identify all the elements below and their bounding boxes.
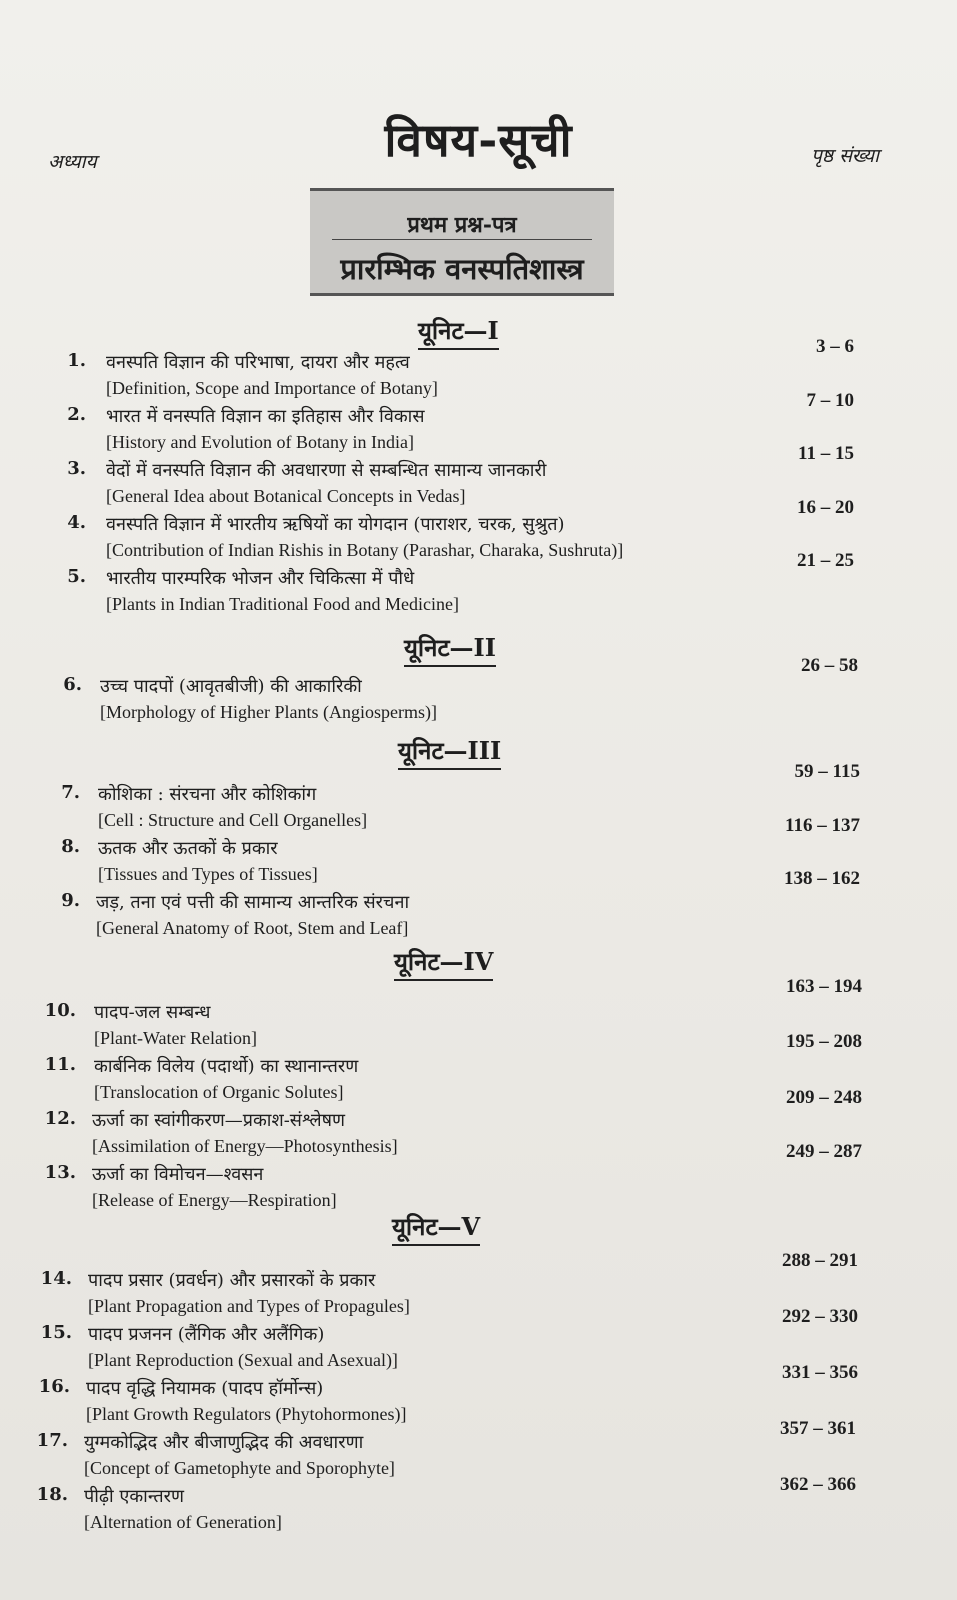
box-divider <box>332 239 592 240</box>
entry-title-english: [Translocation of Organic Solutes] <box>94 1082 344 1102</box>
entry-number: 2. <box>67 404 86 425</box>
entry-pages: 288 – 291 <box>782 1250 858 1271</box>
paper-number: प्रथम प्रश्न-पत्र <box>407 212 517 238</box>
entry-title-hindi: वनस्पति विज्ञान की परिभाषा, दायरा और महत्व <box>106 352 410 373</box>
entry-title-english: [Plants in Indian Traditional Food and Medicine] <box>106 594 459 614</box>
entry-title-hindi: कार्बनिक विलेय (पदार्थो) का स्थानान्तरण <box>94 1056 359 1077</box>
entry-title-english: [History and Evolution of Botany in India] <box>106 432 414 452</box>
entry-title-english: [Plant Propagation and Types of Propagules] <box>88 1296 410 1316</box>
entry-pages: 11 – 15 <box>798 443 854 464</box>
entry-title-english: [General Anatomy of Root, Stem and Leaf] <box>96 918 409 938</box>
entry-title-english: [Cell : Structure and Cell Organelles] <box>98 810 368 830</box>
unit-heading-5: यूनिट—V <box>392 1210 480 1246</box>
paper-title-box <box>310 188 614 296</box>
entry-title-hindi: पीढ़ी एकान्तरण <box>84 1486 185 1507</box>
entry-number: 11. <box>44 1054 76 1075</box>
entry-pages: 357 – 361 <box>780 1418 856 1439</box>
entry-number: 5. <box>67 566 86 587</box>
entry-pages: 362 – 366 <box>780 1474 856 1495</box>
entry-title-hindi: पादप प्रजनन (लैंगिक और अलैंगिक) <box>88 1324 325 1345</box>
entry-title-english: [Morphology of Higher Plants (Angiosperms)] <box>100 702 437 722</box>
entry-title-hindi: जड़, तना एवं पत्ती की सामान्य आन्तरिक संरचना <box>96 892 410 913</box>
entry-title-hindi: पादप-जल सम्बन्ध <box>94 1002 211 1023</box>
entry-number: 15. <box>40 1322 72 1343</box>
unit-heading-2: यूनिट—II <box>404 631 496 667</box>
entry-title-hindi: ऊर्जा का विमोचन—श्वसन <box>92 1164 264 1185</box>
unit-heading-3: यूनिट—III <box>398 734 501 770</box>
chapter-column-label: अध्याय <box>48 151 97 173</box>
entry-number: 10. <box>44 1000 76 1021</box>
entry-number: 1. <box>67 350 86 371</box>
entry-title-hindi: वेदों में वनस्पति विज्ञान की अवधारणा से सम्बन्धित सामान्य जानकारी <box>106 460 547 481</box>
entry-title-english: [Definition, Scope and Importance of Botany] <box>106 378 438 398</box>
entry-title-english: [Concept of Gametophyte and Sporophyte] <box>84 1458 395 1478</box>
entry-title-hindi: पादप प्रसार (प्रवर्धन) और प्रसारकों के प्रकार <box>88 1270 376 1291</box>
entry-number: 16. <box>38 1376 70 1397</box>
entry-title-english: [Alternation of Generation] <box>84 1512 282 1532</box>
entry-pages: 59 – 115 <box>794 761 860 782</box>
entry-title-english: [Contribution of Indian Rishis in Botany (Parashar, Charaka, Sushruta)] <box>106 540 624 560</box>
entry-number: 18. <box>36 1484 68 1505</box>
entry-pages: 3 – 6 <box>816 336 854 357</box>
entry-number: 6. <box>63 674 82 695</box>
page-number-column-label: पृष्ठ संख्या <box>811 145 879 167</box>
entry-title-english: [Plant Reproduction (Sexual and Asexual)] <box>88 1350 398 1370</box>
entry-pages: 16 – 20 <box>797 497 854 518</box>
page-title: विषय-सूची <box>384 113 573 167</box>
entry-title-english: [Plant-Water Relation] <box>94 1028 257 1048</box>
entry-pages: 249 – 287 <box>786 1141 862 1162</box>
entry-pages: 292 – 330 <box>782 1306 858 1327</box>
entry-number: 4. <box>67 512 86 533</box>
entry-number: 14. <box>40 1268 72 1289</box>
entry-title-hindi: ऊर्जा का स्वांगीकरण—प्रकाश-संश्लेषण <box>92 1110 346 1131</box>
entry-title-hindi: युग्मकोद्भिद और बीजाणुद्भिद की अवधारणा <box>84 1432 364 1453</box>
entry-title-hindi: उच्च पादपों (आवृतबीजी) की आकारिकी <box>100 676 362 697</box>
entry-number: 12. <box>44 1108 76 1129</box>
entry-number: 3. <box>67 458 86 479</box>
unit-heading-4: यूनिट—IV <box>394 945 493 981</box>
entry-title-english: [Plant Growth Regulators (Phytohormones)] <box>86 1404 407 1424</box>
entry-title-english: [Assimilation of Energy—Photosynthesis] <box>92 1136 398 1156</box>
entry-pages: 138 – 162 <box>784 868 860 889</box>
entry-pages: 331 – 356 <box>782 1362 858 1383</box>
entry-number: 13. <box>44 1162 76 1183</box>
unit-heading-1: यूनिट—I <box>418 314 499 350</box>
paper-subject: प्रारम्भिक वनस्पतिशास्त्र <box>340 252 584 286</box>
entry-number: 17. <box>36 1430 68 1451</box>
entry-title-hindi: भारतीय पारम्परिक भोजन और चिकित्सा में पौधे <box>106 568 415 589</box>
entry-title-english: [General Idea about Botanical Concepts in Vedas] <box>106 486 466 506</box>
entry-pages: 21 – 25 <box>797 550 854 571</box>
entry-pages: 195 – 208 <box>786 1031 862 1052</box>
entry-pages: 7 – 10 <box>806 390 854 411</box>
entry-pages: 163 – 194 <box>786 976 862 997</box>
entry-title-english: [Release of Energy—Respiration] <box>92 1190 337 1210</box>
entry-title-hindi: वनस्पति विज्ञान में भारतीय ऋषियों का योगदान (पाराशर, चरक, सुश्रुत) <box>106 514 565 535</box>
entry-title-hindi: भारत में वनस्पति विज्ञान का इतिहास और विकास <box>106 406 425 427</box>
entry-pages: 209 – 248 <box>786 1087 862 1108</box>
entry-pages: 116 – 137 <box>785 815 860 836</box>
entry-title-hindi: कोशिका : संरचना और कोशिकांग <box>98 784 317 805</box>
entry-title-english: [Tissues and Types of Tissues] <box>98 864 318 884</box>
entry-title-hindi: ऊतक और ऊतकों के प्रकार <box>98 838 278 859</box>
entry-number: 8. <box>61 836 80 857</box>
entry-pages: 26 – 58 <box>801 655 858 676</box>
entry-number: 7. <box>61 782 80 803</box>
entry-title-hindi: पादप वृद्धि नियामक (पादप हॉर्मोन्स) <box>86 1378 324 1399</box>
entry-number: 9. <box>61 890 80 911</box>
